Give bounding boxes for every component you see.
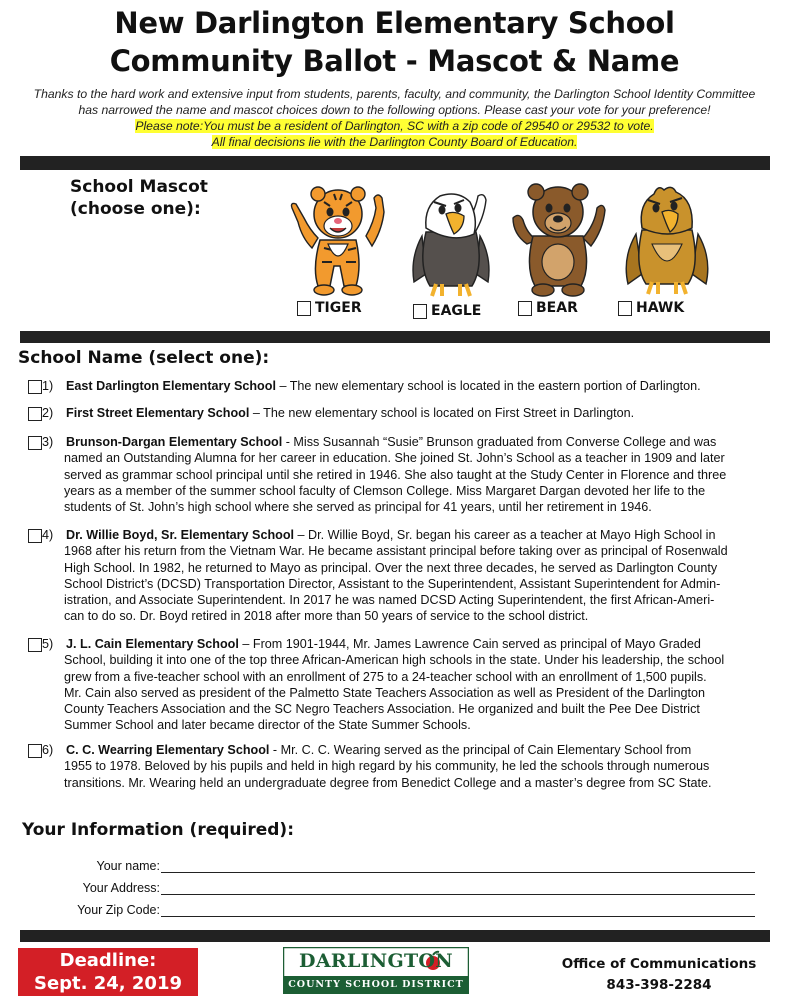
hawk-checkbox[interactable] (618, 301, 632, 316)
name-option-title: First Street Elementary School (66, 406, 250, 420)
mascot-option-hawk[interactable] (618, 300, 684, 316)
name-option-description: - Miss Susannah “Susie” Brunson graduated from Converse College and was (282, 435, 717, 449)
name-option-description: years as a member of the summer school faculty of Clemson College. Miss Margaret Dargan devoted her life to the (64, 483, 706, 498)
board-note: All final decisions lie with the Darlington County Board of Education. (211, 135, 578, 149)
name-option-description: – From 1901-1944, Mr. James Lawrence Cain served as principal of Mayo Graded (238, 637, 701, 651)
name-option-title: J. L. Cain Elementary School (66, 637, 239, 651)
deadline-badge: Deadline: Sept. 24, 2019 (18, 948, 198, 996)
office-contact (552, 954, 766, 996)
name-option-description: grew from a five-teacher school with an enrollment of 275 to a 24-teacher school with an enrollment of 1,500 pupils. (64, 669, 707, 684)
intro-line: Thanks to the hard work and extensive input from students, parents, faculty, and community, the Darlington School Identity Committee (33, 87, 756, 101)
name-heading: School Name (select one): (18, 348, 270, 368)
hawk-mascot-icon (612, 178, 722, 303)
name-option-description: School, building it into one of the top three African-American high schools in the state. Under his leadership, the school (64, 653, 725, 668)
name-option-checkbox[interactable] (28, 380, 42, 394)
bear-label: BEAR (536, 300, 578, 316)
name-option-description: istration, and Associate Superintendent. In 2017 he was named DCSD Acting Superintendent, the first African-Ameri- (64, 593, 715, 608)
name-option-number: 2) (42, 406, 54, 420)
eagle-checkbox[interactable] (413, 304, 427, 319)
name-option-number: 5) (42, 637, 54, 651)
section-divider (20, 930, 770, 942)
resident-note: Please note:You must be a resident of Darlington, SC with a zip code of 29540 or 29532 to vote. (135, 119, 654, 133)
tiger-checkbox[interactable] (297, 301, 311, 316)
name-option-description: students of St. John’s high school where she served as principal for 41 years, until her retirement in 1946. (64, 500, 652, 515)
name-option-description: County Teachers Association and the SC Negro Teachers Association. He organized and built the Pee Dee District (64, 702, 700, 717)
intro-text (0, 86, 789, 150)
eagle-label: EAGLE (431, 303, 482, 319)
name-option-checkbox[interactable] (28, 436, 42, 450)
name-field[interactable] (0, 858, 755, 873)
name-option-description: – The new elementary school is located on First Street in Darlington. (249, 406, 635, 420)
name-input-line[interactable] (161, 858, 755, 873)
name-option-checkbox[interactable] (28, 638, 42, 652)
name-option-title: East Darlington Elementary School (66, 379, 276, 393)
eagle-mascot-icon (396, 178, 506, 303)
zip-input-line[interactable] (161, 902, 755, 917)
name-option[interactable] (28, 742, 768, 791)
name-option-description: Summer School and later became director of the State Summer Schools. (64, 718, 471, 733)
mascot-heading: School Mascot (choose one): (70, 177, 208, 219)
section-divider (20, 331, 770, 343)
name-option-number: 3) (42, 435, 54, 449)
name-option[interactable] (28, 405, 768, 421)
name-option-description: transitions. Mr. Wearing held an undergraduate degree from Benedict College and a master’s degree from SC State. (64, 775, 712, 790)
name-option-title: C. C. Wearring Elementary School (66, 743, 270, 757)
name-option[interactable] (28, 434, 768, 515)
name-option-description: 1955 to 1978. Beloved by his pupils and held in high regard by his community, he led the schools through numerous (64, 759, 710, 774)
name-option[interactable] (28, 527, 768, 625)
name-option[interactable] (28, 378, 768, 394)
name-option-title: Dr. Willie Boyd, Sr. Elementary School (66, 528, 295, 542)
address-field[interactable] (0, 880, 755, 895)
name-option-description: High School. In 1982, he returned to Mayo as principal. Over the next three decades, he served as Darlington County (64, 560, 718, 575)
address-field-label: Your Address: (82, 881, 160, 895)
logo-name: DARLINGTON (299, 950, 453, 972)
tiger-label: TIGER (315, 300, 362, 316)
name-option-description: named an Outstanding Alumna for her career in education. She joined St. John’s School as a teacher in 1909 and later (64, 451, 725, 466)
info-heading: Your Information (required): (22, 820, 294, 840)
mascot-option-eagle[interactable] (413, 303, 481, 319)
address-input-line[interactable] (161, 880, 755, 895)
name-option-number: 6) (42, 743, 54, 757)
logo-subtitle: COUNTY SCHOOL DISTRICT (283, 976, 469, 994)
name-option-description: - Mr. C. C. Wearing served as the principal of Cain Elementary School from (269, 743, 692, 757)
name-option-checkbox[interactable] (28, 407, 42, 421)
name-option[interactable] (28, 636, 768, 734)
mascot-option-bear[interactable] (518, 300, 578, 316)
intro-line: has narrowed the name and mascot choices down to the following options. Please cast your vote for your preference! (78, 103, 711, 117)
name-option-title: Brunson-Dargan Elementary School (66, 435, 283, 449)
ballot-title-line2: Community Ballot - Mascot & Name (109, 44, 680, 78)
section-divider (20, 156, 770, 170)
tiger-mascot-icon (282, 178, 392, 303)
name-option-description: – The new elementary school is located in the eastern portion of Darlington. (275, 379, 701, 393)
name-option-checkbox[interactable] (28, 529, 42, 543)
bear-mascot-icon (503, 178, 613, 303)
zip-field[interactable] (0, 902, 755, 917)
mascot-option-tiger[interactable] (297, 300, 362, 316)
office-name: Office of Communications (561, 956, 757, 972)
name-option-number: 4) (42, 528, 54, 542)
name-field-label: Your name: (96, 859, 160, 873)
name-option-checkbox[interactable] (28, 744, 42, 758)
name-option-description: 1968 after his return from the Vietnam War. He became assistant principal before taking over as principal of Rosenwald (64, 544, 728, 559)
district-logo (283, 947, 469, 996)
name-option-description: – Dr. Willie Boyd, Sr. began his career as a teacher at Mayo High School in (294, 528, 716, 542)
name-option-description: can to do so. Dr. Boyd retired in 2018 after more than 50 years of service to the school district. (64, 609, 589, 624)
office-phone: 843-398-2284 (606, 977, 712, 993)
hawk-label: HAWK (636, 300, 685, 316)
ballot-title-line1: New Darlington Elementary School (114, 6, 675, 40)
name-option-number: 1) (42, 379, 54, 393)
name-option-description: served as grammar school principal until she retired in 1946. She also taught at the Study Center in Florence and three (64, 467, 727, 482)
bear-checkbox[interactable] (518, 301, 532, 316)
name-option-description: School District’s (DCSD) Transportation Director, Assistant to the Superintendent, Assistant Superintendent for Admin- (64, 576, 721, 591)
zip-field-label: Your Zip Code: (77, 903, 160, 917)
name-option-description: Mr. Cain also served as president of the Palmetto State Teachers Association as well as President of the Darlington (64, 685, 705, 700)
